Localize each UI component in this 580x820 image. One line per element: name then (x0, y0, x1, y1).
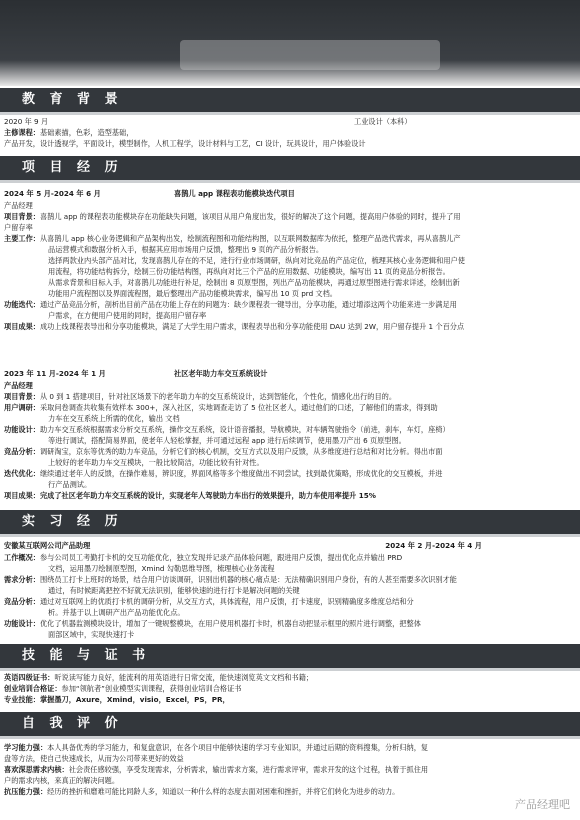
p2-date: 2023 年 11 月-2024 年 1 月 (4, 369, 106, 378)
intern-need-2: 通过，有时候距离把控不好就无法识别，能够快速的进行打卡是解决问题的关键 (48, 586, 300, 595)
p2-design-label: 功能设计： (4, 425, 40, 434)
p1-iter-label: 功能迭代： (4, 300, 40, 309)
intern-comp-1: 通过对互联网上的优质打卡机的调研分析，从交互方式，具体流程，用户反馈，打卡速度，识别精确度多维度总结和分 (39, 597, 414, 606)
p1-result-label: 项目成果： (4, 322, 40, 331)
section-education: 教 育 背 景 (0, 88, 580, 112)
p1-bg-1: 喜鹊儿 app 的课程表功能模块存在功能缺失问题，该项目从用户角度出发，很好的解决了这个问题，提高用户体验的同时，提升了用 (39, 212, 461, 221)
p1-date: 2024 年 5 月-2024 年 6 月 (4, 189, 101, 198)
p2-opt-2: 行产品测试。 (48, 480, 92, 489)
p1-title: 喜鹊儿 app 课程表功能模块迭代项目 (174, 189, 295, 198)
p1-work-4: 用流程，将功能结构拆分，绘制三份功能结构图，再纵向对比三个产品的应用数据、功能模块，编写出 11 页的竞品分析报告。 (48, 267, 450, 276)
p2-design-2: 等进行调试，搭配简易界面，使老年人轻松掌握，并可通过远程 app 进行后续调节，使用墨刀产出 6 页原型图。 (48, 436, 406, 445)
p2-comp-1: 调研淘宝，京东等优秀的助力车竞品，分析它们的核心机制，交互方式以及用户反馈，从多维度进行总结和对比分析。得出市面 (39, 447, 443, 456)
edu-courses-label: 主修课程： (4, 128, 40, 137)
self-learn-2: 盘等方法，使自己快速成长，从而为公司带来更好的效益 (4, 754, 184, 763)
p1-work-label: 主要工作： (4, 234, 40, 243)
p2-result-1: 完成了社区老年助力车交互系统的设计，实现老年人驾驶助力车出行的效果提升，助力车使用率提升 15% (39, 491, 376, 500)
p2-role: 产品经理 (4, 381, 33, 390)
p1-work-3: 选择两款业内头部产品对比，发现喜鹊儿存在的不足，进行行业市场调研，纵向对比竞品的产品定位，梳理其核心业务逻辑和用户使 (48, 256, 465, 265)
p1-result-1: 成功上线课程表导出和分享功能模块，满足了大学生用户需求，课程表导出和分享功能使用 DAU 达到 2W，用户留存提升 1 个百分点 (39, 322, 465, 331)
p2-result-label: 项目成果： (4, 491, 40, 500)
p1-iter-2: 户需求，在方便用户使用的同时，提高用户留存率 (48, 311, 207, 320)
p2-title: 社区老年助力车交互系统设计 (174, 369, 268, 378)
self-deep-label: 喜欢深思需求内核： (4, 765, 69, 774)
intern-comp-2: 析。并基于以上调研产出产品功能优化点。 (48, 608, 185, 617)
skills-pro: 掌握墨刀，Axure，Xmind，visio，Excel，PS，PR， (39, 695, 230, 704)
self-press-1: 经历的挫折和磨难可能比同龄人多，知道以一种什么样的态度去面对困难和挫折，并将它们转化为进步的动力。 (47, 787, 400, 796)
education-block (4, 116, 576, 149)
intern-design-2: 面部区域中，实现快速打卡 (48, 630, 135, 639)
intern-content-1: 参与公司员工考勤打卡机的交互功能优化，独立发现并记录产品体验问题，跟进用户反馈，提出优化点并输出 PRD (39, 553, 403, 562)
p2-bg-label: 项目背景： (4, 392, 40, 401)
section-skills: 技 能 与 证 书 (0, 644, 580, 668)
intern-design-label: 功能设计： (4, 619, 40, 628)
p1-work-1: 从喜鹊儿 app 核心业务逻辑和产品架构出发，绘制流程图和功能结构图，以互联网数据库为依托，整理产品迭代需求，再从喜鹊儿产 (39, 234, 461, 243)
p1-iter-1: 通过产品竞品分析，剖析出目前产品在功能上存在的问题为：缺少课程表一键导出，分享功能，通过增添这两个功能来进一步满足用 (39, 300, 457, 309)
intern-block (4, 538, 576, 640)
p2-comp-label: 竞品分析： (4, 447, 40, 456)
skills-pro-label: 专业技能： (4, 695, 40, 704)
p2-research-2: 力车在交互系统上所需的优化，输出 文档 (48, 414, 180, 423)
intern-company: 安徽某互联网公司产品助理 (4, 541, 91, 550)
intern-comp-label: 竞品分析： (4, 597, 40, 606)
project2-block (4, 366, 576, 501)
skills-block (4, 672, 576, 705)
section-internship: 实 习 经 历 (0, 510, 580, 534)
section-projects: 项 目 经 历 (0, 156, 580, 180)
intern-content-label: 工作概况： (4, 553, 40, 562)
self-deep-1: 社会责任感较强，享受发现需求，分析需求，输出需求方案，进行需求评审，需求开发的这个过程，执着于抓住用 (68, 765, 429, 774)
self-block (4, 742, 576, 797)
p2-research-label: 用户调研： (4, 403, 40, 412)
section-self: 自 我 评 价 (0, 712, 580, 736)
p2-opt-label: 迭代优化： (4, 469, 40, 478)
p2-bg-1: 从 0 到 1 搭建项目，针对社区场景下的老年助力车的交互系统设计，达到智能化，个性化，情感化出行的目的。 (39, 392, 397, 401)
edu-courses-1: 基础素描，色彩，造型基础， (39, 128, 134, 137)
intern-need-1: 围绕员工打卡上班时的场景，结合用户访谈调研，识别出机器的核心痛点是：无法精确识别用户身份，有的人甚至需要多次识别才能 (39, 575, 457, 584)
self-learn-label: 学习能力强： (4, 743, 48, 752)
p2-design-1: 助力车交互系统根据需求分析交互系统，操作交互系统，设计语音播报，导航模块，对车辆驾驶指令（前进，刹车，车灯，座椅） (39, 425, 450, 434)
intern-need-label: 需求分析： (4, 575, 40, 584)
skills-cy-label: 创业培训合格证： (4, 684, 62, 693)
skills-cet: 听说读写能力良好，能流利的用英语进行日常交流，能快速浏览英文文档和书籍； (54, 673, 314, 682)
watermark: 产品经理吧 (515, 798, 570, 811)
self-deep-2: 户的需求内核，来真正的解决问题。 (4, 776, 120, 785)
self-learn-1: 本人具备优秀的学习能力，和复盘意识，在各个项目中能够快速的学习专业知识，并通过后期的资料搜集，分析归纳，复 (47, 743, 429, 752)
header-strip (0, 0, 580, 86)
p1-work-5: 从需求背景和目标入手，对喜鹊儿功能进行补足，绘制出 8 页原型图，列出产品功能模块，再通过原型图进行需求详述，绘制出新 (48, 278, 460, 287)
self-press-label: 抗压能力强： (4, 787, 48, 796)
p1-work-2: 品运营模式和数据分析入手，根据其应用市场用户反馈，整理出 9 页的产品分析报告。 (48, 245, 324, 254)
p2-research-1: 采取问卷调查共收集有效样本 300+，深入社区，实地调查走访了 5 位社区老人，通过他们的口述，了解他们的需求，得到助 (39, 403, 438, 412)
header-smudge (180, 40, 440, 70)
p2-comp-2: 上较好的老年助力车交互模块，一般比较简洁，功能比较有针对性。 (48, 458, 264, 467)
p1-bg-label: 项目背景： (4, 212, 40, 221)
intern-design-1: 优化了机器监测模块设计，增加了一键规整模块，在用户使用机器打卡时，机器自动把显示框里的照片进行调整，把整体 (39, 619, 421, 628)
p1-bg-2: 户留存率 (4, 223, 33, 232)
edu-courses-2: 产品开发，设计透视学，平面设计，模型制作，人机工程学，设计材料与工艺，CI 设计，玩具设计，用户体验设计 (4, 139, 366, 148)
skills-cet-label: 英语四级证书： (4, 673, 55, 682)
skills-cy: 参加“领航者”创业模型实训课程，获得创业培训合格证书 (61, 684, 242, 693)
p1-role: 产品经理 (4, 201, 33, 210)
project1-block (4, 186, 576, 332)
edu-major: 工业设计（本科） (354, 117, 412, 126)
edu-date: 2020 年 9 月 (4, 117, 49, 126)
p1-work-6: 功能用户流程图以及界面流程图，最后整理出产品功能模块需求，编写出 10 页 prd 文档。 (48, 289, 337, 298)
intern-date: 2024 年 2 月-2024 年 4 月 (385, 541, 482, 550)
intern-content-2: 文档，运用墨刀绘制原型图，Xmind 勾勒思维导图，梳理核心业务流程 (48, 564, 275, 573)
p2-opt-1: 继续通过老年人的反馈，在操作难易，辨识度，界面风格等多个维度做出不同尝试，找到最优策略，形成优化的交互模板，并进 (39, 469, 443, 478)
